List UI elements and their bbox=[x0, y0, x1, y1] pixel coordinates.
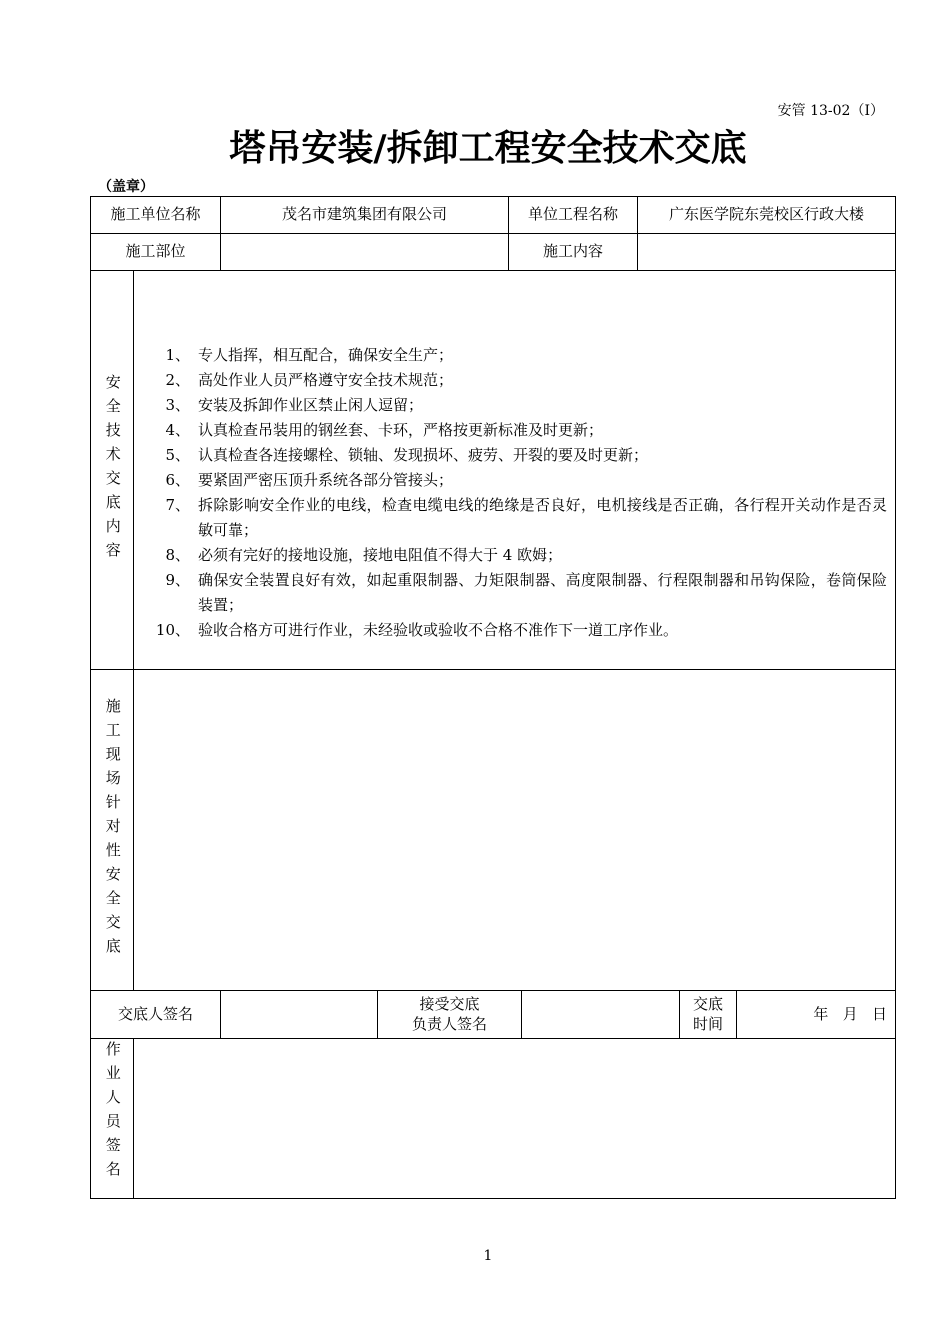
list-item: 7、 拆除影响安全作业的电线，检查电缆电线的绝缘是否良好，电机接线是否正确，各行程开关动作是否灵敏可靠； bbox=[165, 496, 887, 539]
project-name-value[interactable]: 广东医学院东莞校区行政大楼 bbox=[638, 197, 895, 234]
safety-items-list bbox=[144, 343, 887, 643]
list-item: 6、 要紧固严密压顶升系统各部分管接头； bbox=[165, 471, 454, 489]
site-specific-label-cell bbox=[91, 670, 134, 991]
workers-signature-label: 作业人员签名 bbox=[103, 1041, 122, 1185]
workers-signature-label-cell bbox=[91, 1039, 134, 1198]
site-specific-value[interactable] bbox=[134, 670, 895, 991]
page-title: 塔吊安装/拆卸工程安全技术交底 bbox=[229, 128, 747, 169]
disclosure-date-value[interactable]: 年 月 日 bbox=[737, 991, 895, 1039]
receiver-signature-label: 接受交底 负责人签名 bbox=[378, 991, 522, 1039]
construction-content-value[interactable] bbox=[638, 234, 895, 271]
disclosure-form-table bbox=[90, 196, 896, 1199]
list-item: 3、 安装及拆卸作业区禁止闲人逗留； bbox=[165, 396, 424, 414]
seal-note: （盖章） bbox=[98, 179, 154, 195]
list-item: 2、 高处作业人员严格遵守安全技术规范； bbox=[165, 371, 454, 389]
document-code: 安管 13-02（I） bbox=[777, 103, 884, 119]
site-specific-label: 施工现场针对性安全交底 bbox=[103, 698, 122, 962]
discloser-signature-value[interactable] bbox=[221, 991, 378, 1039]
list-item: 10、 验收合格方可进行作业，未经验收或验收不合格不准作下一道工序作业。 bbox=[155, 621, 679, 639]
disclosure-time-label: 交底 时间 bbox=[680, 991, 737, 1039]
safety-content-label: 安全技术交底内容 bbox=[103, 374, 122, 566]
construction-part-value[interactable] bbox=[221, 234, 509, 271]
discloser-signature-label: 交底人签名 bbox=[91, 991, 221, 1039]
list-item: 5、 认真检查各连接螺栓、锁轴、发现损坏、疲劳、开裂的要及时更新； bbox=[165, 446, 649, 464]
list-item: 1、 专人指挥，相互配合，确保安全生产； bbox=[165, 346, 454, 364]
receiver-signature-value[interactable] bbox=[522, 991, 680, 1039]
list-item: 4、 认真检查吊装用的钢丝套、卡环，严格按更新标准及时更新； bbox=[165, 421, 604, 439]
construction-unit-label: 施工单位名称 bbox=[91, 197, 221, 234]
page-number: 1 bbox=[483, 1248, 493, 1264]
project-name-label: 单位工程名称 bbox=[509, 197, 638, 234]
construction-content-label: 施工内容 bbox=[509, 234, 638, 271]
list-item: 9、 确保安全装置良好有效，如起重限制器、力矩限制器、高度限制器、行程限制器和吊钩保险，卷筒保险装置； bbox=[165, 571, 887, 614]
construction-part-label: 施工部位 bbox=[91, 234, 221, 271]
list-item: 8、 必须有完好的接地设施，接地电阻值不得大于 4 欧姆； bbox=[165, 546, 563, 564]
workers-signature-value[interactable] bbox=[134, 1039, 895, 1198]
construction-unit-value[interactable]: 茂名市建筑集团有限公司 bbox=[221, 197, 509, 234]
safety-content-label-cell bbox=[91, 271, 134, 670]
safety-content-cell bbox=[134, 271, 895, 670]
